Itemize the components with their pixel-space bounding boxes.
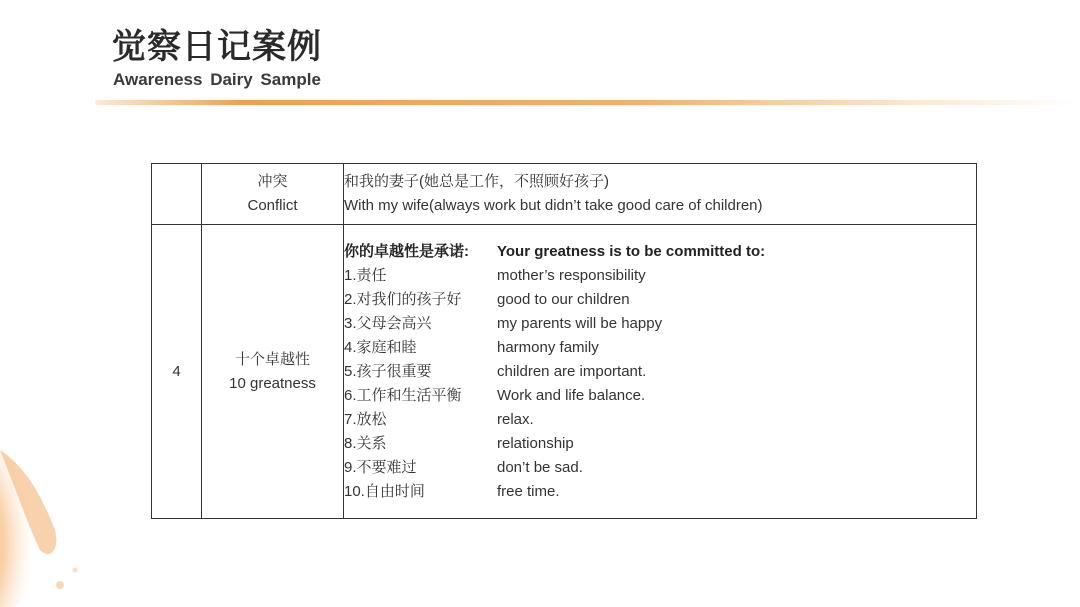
awareness-diary-table — [151, 163, 977, 519]
list-item — [344, 432, 976, 456]
list-item-en: free time. — [497, 482, 560, 500]
list-item-en: my parents will be happy — [497, 314, 663, 332]
list-item-cn: 2.对我们的孩子好 — [344, 290, 462, 308]
type-label-cn: 冲突 — [257, 173, 288, 190]
row-number-cell: 4 — [152, 225, 202, 519]
type-label-en: Conflict — [247, 197, 298, 214]
conflict-text-en: With my wife(always work but didn’t take good care of children) — [344, 197, 763, 214]
list-item-cn: 8.关系 — [344, 434, 387, 452]
row-number-cell — [152, 164, 202, 225]
table-row-greatness — [152, 225, 977, 519]
content-cell-conflict — [344, 164, 977, 225]
title-divider — [95, 100, 1080, 105]
list-item-en: harmony family — [497, 338, 599, 356]
list-item — [344, 456, 976, 480]
list-item — [344, 384, 976, 408]
page-subtitle: Awareness Dairy Sample — [113, 70, 321, 89]
list-item — [344, 408, 976, 432]
greatness-heading — [344, 240, 976, 264]
list-item-cn: 10.自由时间 — [344, 482, 425, 500]
type-cell-conflict — [202, 164, 344, 225]
list-item-en: children are important. — [497, 362, 647, 380]
list-item-en: relationship — [497, 434, 574, 452]
type-cell-greatness — [202, 225, 344, 519]
type-label-cn: 十个卓越性 — [234, 350, 310, 368]
content-cell-greatness — [344, 225, 977, 519]
list-item-en: good to our children — [497, 290, 630, 308]
greatness-heading-en: Your greatness is to be committed to: — [497, 242, 766, 260]
table-row-conflict — [152, 164, 977, 225]
list-item — [344, 360, 976, 384]
list-item-cn: 5.孩子很重要 — [344, 362, 432, 380]
list-item — [344, 480, 976, 504]
type-label-en: 10 greatness — [229, 374, 316, 392]
list-item-cn: 3.父母会高兴 — [344, 314, 432, 332]
list-item — [344, 336, 976, 360]
greatness-heading-cn: 你的卓越性是承诺: — [344, 242, 469, 260]
list-item-en: don’t be sad. — [497, 458, 583, 476]
list-item-cn: 7.放松 — [344, 410, 387, 428]
list-item-cn: 4.家庭和睦 — [344, 338, 417, 356]
list-item-cn: 1.责任 — [344, 266, 387, 284]
list-item — [344, 312, 976, 336]
list-item-en: relax. — [497, 410, 534, 428]
list-item-en: mother’s responsibility — [497, 266, 646, 284]
list-item-cn: 6.工作和生活平衡 — [344, 386, 462, 404]
orange-paint-splash-decoration — [0, 410, 160, 607]
list-item — [344, 288, 976, 312]
list-item — [344, 264, 976, 288]
conflict-text-cn: 和我的妻子(她总是工作，不照顾好孩子) — [344, 173, 609, 190]
greatness-list — [344, 264, 976, 504]
page-title: 觉察日记案例 — [112, 27, 322, 67]
list-item-en: Work and life balance. — [497, 386, 646, 404]
list-item-cn: 9.不要难过 — [344, 458, 417, 476]
